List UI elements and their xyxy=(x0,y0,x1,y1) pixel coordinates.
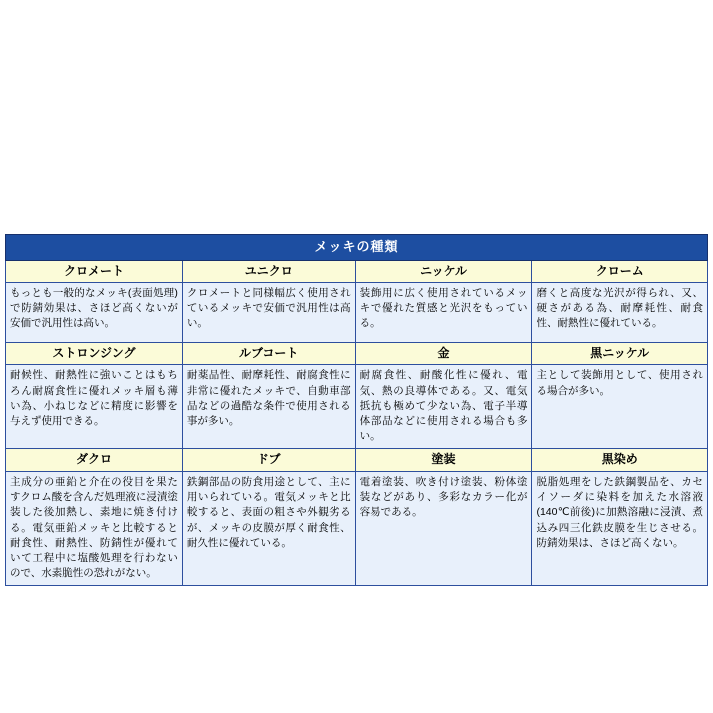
body-text: 主成分の亜鉛と介在の役目を果たすクロム酸を含んだ処理液に浸漬塗装した後加熱し、素地に焼き付ける。電気亜鉛メッキと比較すると耐食性、耐熱性、防錆性が優れていて工程中に塩酸処理を行わないので、水素脆性の恐れがない。 xyxy=(10,475,178,580)
body-text: 脱脂処理をした鉄鋼製品を、カセイソーダに染料を加えた水溶液(140℃前後)に加熱溶融に浸漬、煮込み四三化鉄皮膜を生じさせる。防錆効果は、さほど高くない。 xyxy=(536,475,703,549)
body-text: 主として装飾用として、使用される場合が多い。 xyxy=(536,369,703,397)
body-cell xyxy=(532,282,708,342)
body-cell xyxy=(532,471,708,586)
body-cell xyxy=(532,365,708,449)
table-row xyxy=(6,471,708,586)
body-cell xyxy=(355,365,532,449)
body-text: 耐候性、耐熱性に強いことはもちろん耐腐食性に優れメッキ層も薄い為、小ねじなどに精度に影響を与えず使用できる。 xyxy=(10,369,178,428)
body-cell xyxy=(6,365,183,449)
header-cell: 黒染め xyxy=(532,449,708,471)
body-text: 装飾用に広く使用されているメッキで優れた質感と光沢をもっている。 xyxy=(359,286,528,330)
header-cell: 金 xyxy=(355,342,532,364)
table-title-row xyxy=(6,235,708,261)
mekki-table xyxy=(5,234,708,586)
header-cell: ドブ xyxy=(182,449,355,471)
header-cell: ルブコート xyxy=(182,342,355,364)
header-cell: ダクロ xyxy=(6,449,183,471)
header-cell: ストロンジング xyxy=(6,342,183,364)
body-cell xyxy=(182,282,355,342)
table-header-row xyxy=(6,342,708,364)
body-text: 磨くと高度な光沢が得られ、又、硬さがある為、耐摩耗性、耐食性、耐熱性に優れている。 xyxy=(536,286,703,330)
table-title: メッキの種類 xyxy=(6,235,708,261)
body-text: 耐薬品性、耐摩耗性、耐腐食性に非常に優れたメッキで、自動車部品などの過酷な条件で使用される事が多い。 xyxy=(186,369,351,428)
body-text: 電着塗装、吹き付け塗装、粉体塗装などがあり、多彩なカラー化が容易である。 xyxy=(359,475,528,519)
body-cell xyxy=(6,471,183,586)
table-row xyxy=(6,365,708,449)
header-cell: 塗装 xyxy=(355,449,532,471)
body-cell xyxy=(6,282,183,342)
table-header-row xyxy=(6,260,708,282)
body-text: もっとも一般的なメッキ(表面処理)で防錆効果は、さほど高くないが安価で汎用性は高い。 xyxy=(10,286,178,330)
header-cell: 黒ニッケル xyxy=(532,342,708,364)
body-cell xyxy=(182,471,355,586)
header-cell: ユニクロ xyxy=(182,260,355,282)
body-cell xyxy=(355,282,532,342)
header-cell: ニッケル xyxy=(355,260,532,282)
body-text: 耐腐食性、耐酸化性に優れ、電気、熱の良導体である。又、電気抵抗も極めて少ない為、電子半導体部品などに使用される場合も多い。 xyxy=(359,369,528,443)
table-header-row xyxy=(6,449,708,471)
header-cell: クローム xyxy=(532,260,708,282)
body-cell xyxy=(182,365,355,449)
body-text: クロメートと同様幅広く使用されているメッキで安価で汎用性は高い。 xyxy=(186,286,351,330)
table-row xyxy=(6,282,708,342)
header-cell: クロメート xyxy=(6,260,183,282)
mekki-table-container xyxy=(5,234,708,586)
body-text: 鉄鋼部品の防食用途として、主に用いられている。電気メッキと比較すると、表面の粗さや外観劣るが、メッキの皮膜が厚く耐食性、耐久性に優れている。 xyxy=(186,475,351,549)
body-cell xyxy=(355,471,532,586)
